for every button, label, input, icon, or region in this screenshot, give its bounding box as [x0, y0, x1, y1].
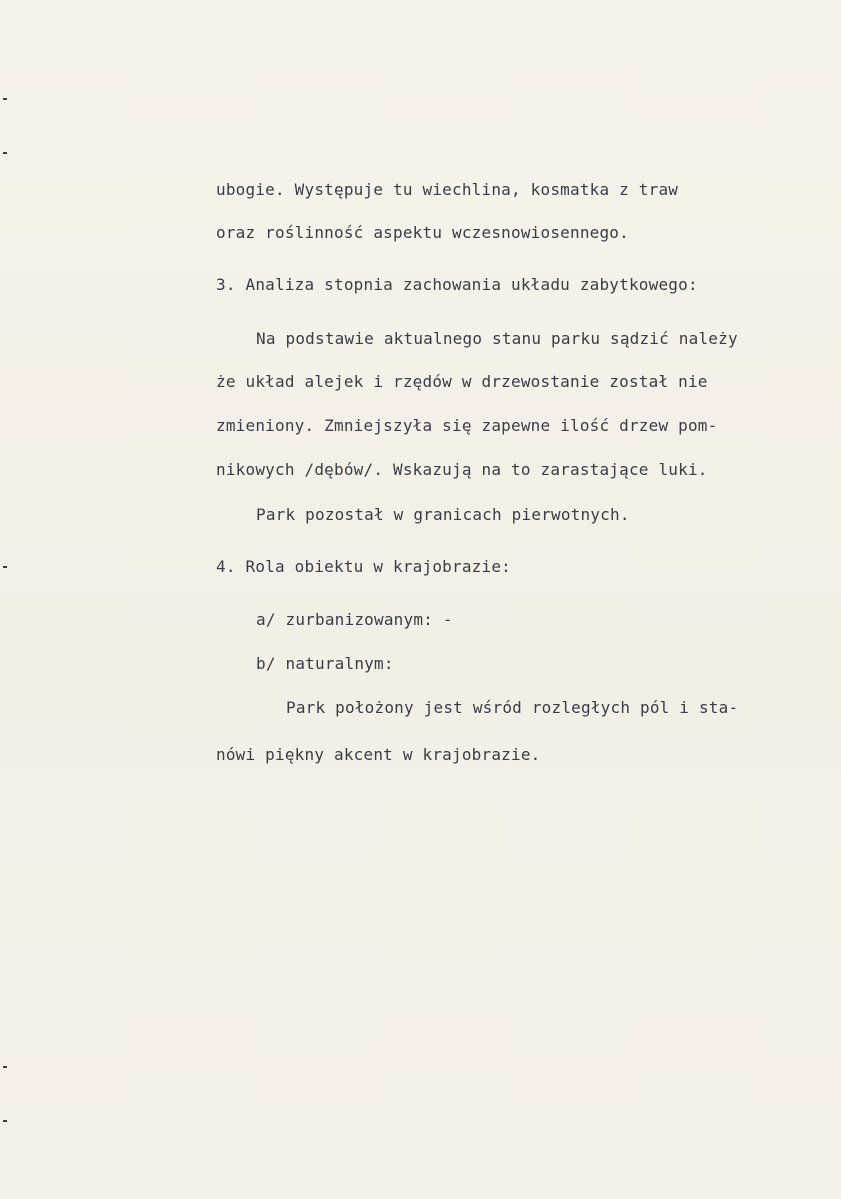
text-line-12: Park położony jest wśród rozległych pól i sta- [286, 698, 739, 717]
margin-mark [3, 152, 7, 154]
text-line-6: zmieniony. Zmniejszyła się zapewne ilość drzew pom- [216, 416, 718, 435]
text-line-1: ubogie. Występuje tu wiechlina, kosmatka z traw [216, 180, 679, 199]
margin-mark [3, 98, 7, 100]
text-line-7: nikowych /dębów/. Wskazują na to zarastające luki. [216, 460, 708, 479]
margin-mark [3, 1120, 7, 1122]
list-item-b: b/ naturalnym: [256, 654, 394, 673]
list-item-a: a/ zurbanizowanym: - [256, 610, 453, 629]
margin-mark [3, 566, 7, 568]
text-line-4: Na podstawie aktualnego stanu parku sądzić należy [256, 329, 738, 348]
section-heading-4: 4. Rola obiektu w krajobrazie: [216, 557, 511, 576]
margin-mark [3, 1066, 7, 1068]
text-line-5: że układ alejek i rzędów w drzewostanie został nie [216, 372, 708, 391]
text-line-2: oraz roślinność aspektu wczesnowiosennego. [216, 223, 629, 242]
text-line-8: Park pozostał w granicach pierwotnych. [256, 505, 630, 524]
section-heading-3: 3. Analiza stopnia zachowania układu zabytkowego: [216, 275, 698, 294]
text-line-13: nówi piękny akcent w krajobrazie. [216, 745, 541, 764]
